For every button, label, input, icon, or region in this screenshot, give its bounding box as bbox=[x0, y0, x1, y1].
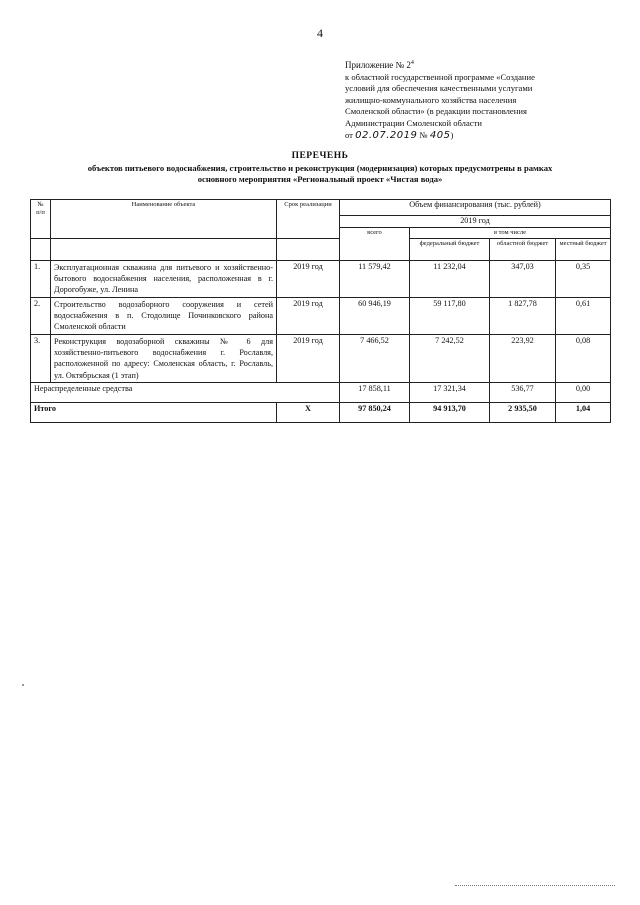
table-row bbox=[31, 335, 611, 383]
footer-dotted-line bbox=[455, 885, 615, 886]
cell-term: 2019 год bbox=[277, 335, 340, 383]
number-label: № bbox=[419, 129, 428, 140]
header-including: в том числе bbox=[410, 228, 611, 239]
unallocated-federal: 17 321,34 bbox=[410, 383, 490, 403]
cell-total: 11 579,42 bbox=[340, 261, 410, 298]
cell-local: 0,35 bbox=[556, 261, 611, 298]
appendix-title-text: Приложение № 2 bbox=[345, 60, 411, 70]
appendix-line: Смоленской области» (в редакции постановления bbox=[345, 106, 527, 117]
header-term: Срок реализации bbox=[277, 200, 340, 239]
subtitle-line: объектов питьевого водоснабжения, строительство и реконструкция (модернизация) которых предусмотрены в рамках bbox=[87, 163, 553, 173]
handwritten-number: 405 bbox=[429, 129, 451, 141]
total-federal: 94 913,70 bbox=[410, 403, 490, 423]
cell-term: 2019 год bbox=[277, 261, 340, 298]
header-year: 2019 год bbox=[340, 216, 611, 228]
appendix-line: Администрации Смоленской области bbox=[345, 117, 482, 128]
header-regional: областной бюджет bbox=[490, 239, 556, 261]
header-funding: Объем финансирования (тыс. рублей) bbox=[340, 200, 611, 216]
header-spacer bbox=[51, 239, 277, 261]
total-total: 97 850,24 bbox=[340, 403, 410, 423]
cell-regional: 347,03 bbox=[490, 261, 556, 298]
header-local: местный бюджет bbox=[556, 239, 611, 261]
appendix-title bbox=[345, 58, 615, 72]
header-name: Наименование объекта bbox=[51, 200, 277, 239]
grand-total-row bbox=[31, 403, 611, 423]
unallocated-row bbox=[31, 383, 611, 403]
cell-name: Строительство водозаборного сооружения и сетей водоснабжения в п. Стодолище Починковского района Смоленской области bbox=[51, 298, 277, 335]
appendix-line: к областной государственной программе «Создание bbox=[345, 71, 535, 82]
table-row bbox=[31, 298, 611, 335]
cell-local: 0,61 bbox=[556, 298, 611, 335]
handwritten-date: 02.07.2019 bbox=[355, 129, 418, 141]
cell-name: Эксплуатационная скважина для питьевого и хозяйственно-бытового водоснабжения населения, расположенная в г. Дорогобуже, ул. Ленина bbox=[51, 261, 277, 298]
unallocated-regional: 536,77 bbox=[490, 383, 556, 403]
appendix-date-line: от 02.07.2019 № 405) bbox=[345, 129, 454, 141]
cell-regional: 223,92 bbox=[490, 335, 556, 383]
total-term: Х bbox=[277, 403, 340, 423]
header-federal: федеральный бюджет bbox=[410, 239, 490, 261]
cell-local: 0,08 bbox=[556, 335, 611, 383]
unallocated-total: 17 858,11 bbox=[340, 383, 410, 403]
appendix-line: жилищно-коммунального хозяйства населения bbox=[345, 94, 517, 105]
cell-regional: 1 827,78 bbox=[490, 298, 556, 335]
document-title: ПЕРЕЧЕНЬ bbox=[291, 151, 349, 161]
cell-term: 2019 год bbox=[277, 298, 340, 335]
unallocated-label: Нераспределенные средства bbox=[31, 383, 340, 403]
unallocated-local: 0,00 bbox=[556, 383, 611, 403]
cell-num: 1. bbox=[31, 261, 51, 298]
cell-federal: 59 117,80 bbox=[410, 298, 490, 335]
cell-total: 60 946,19 bbox=[340, 298, 410, 335]
cell-num: 3. bbox=[31, 335, 51, 383]
document-subtitle bbox=[20, 163, 620, 185]
header-num: № п/п bbox=[31, 200, 51, 239]
cell-federal: 7 242,52 bbox=[410, 335, 490, 383]
table-row bbox=[31, 261, 611, 298]
header-total: всего bbox=[340, 228, 410, 261]
page-number: 4 bbox=[317, 26, 323, 40]
total-regional: 2 935,50 bbox=[490, 403, 556, 423]
date-prefix: от bbox=[345, 129, 353, 140]
cell-total: 7 466,52 bbox=[340, 335, 410, 383]
appendix-line: условий для обеспечения качественными услугами bbox=[345, 83, 533, 94]
objects-table bbox=[30, 199, 611, 423]
total-local: 1,04 bbox=[556, 403, 611, 423]
cell-federal: 11 232,04 bbox=[410, 261, 490, 298]
subtitle-line: основного мероприятия «Региональный проект «Чистая вода» bbox=[197, 174, 443, 184]
header-spacer bbox=[31, 239, 51, 261]
header-spacer bbox=[277, 239, 340, 261]
total-label: Итого bbox=[31, 403, 277, 423]
cell-num: 2. bbox=[31, 298, 51, 335]
appendix-superscript: 4 bbox=[410, 60, 414, 66]
scan-speck bbox=[22, 684, 24, 686]
appendix-block bbox=[345, 58, 615, 141]
cell-name: Реконструкция водозаборной скважины № 6 для хозяйственно-питьевого водоснабжения г. Рославля, расположенной по адресу: Смоленская область, г. Рославль, ул. Октябрьская (1 этап) bbox=[51, 335, 277, 383]
